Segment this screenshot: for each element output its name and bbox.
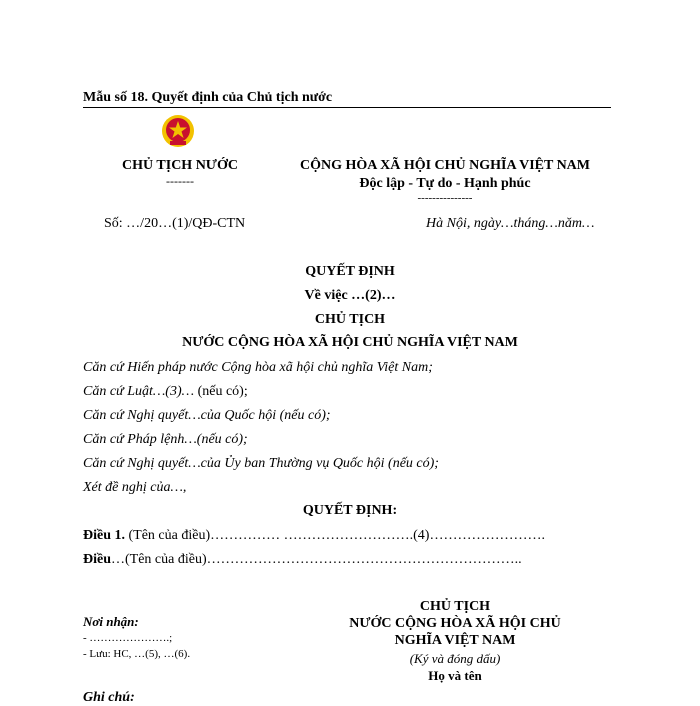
ground-text: Căn cứ Nghị quyết…của Quốc hội (nếu có); — [83, 408, 331, 423]
national-emblem-icon — [161, 114, 195, 148]
ground-text: Xét đề nghị của…, — [83, 480, 187, 495]
ground-text: Căn cứ Hiến pháp nước Cộng hòa xã hội chủ nghĩa Việt Nam; — [83, 360, 433, 375]
article-label: Điều 1. — [83, 528, 125, 543]
document-number: Số: …/20…(1)/QĐ-CTN — [104, 216, 246, 231]
article-label: Điều — [83, 552, 111, 567]
article-text: (Tên của điều)…………… ……………………….(4)……………………. — [125, 528, 545, 543]
ground-line — [83, 432, 248, 448]
document-type: QUYẾT ĐỊNH — [305, 264, 395, 279]
title-underline — [83, 107, 611, 108]
signer-name: Họ và tên — [428, 668, 482, 683]
document-subject: Về việc …(2)… — [304, 288, 396, 303]
ground-line — [83, 456, 439, 472]
national-motto: Độc lập - Tự do - Hạnh phúc — [359, 176, 531, 191]
ground-line — [83, 480, 186, 496]
footnote-title: Ghi chú: — [83, 690, 135, 705]
ground-text: Căn cứ Pháp lệnh…(nếu có); — [83, 432, 248, 447]
signature-note: (Ký và đóng dấu) — [409, 651, 501, 666]
signature-title: CHỦ TỊCH — [419, 599, 491, 614]
form-title: Mẫu số 18. Quyết định của Chủ tịch nước — [83, 90, 333, 105]
recipient-item: - Lưu: HC, …(5), …(6). — [83, 648, 191, 660]
place-date: Hà Nội, ngày…tháng…năm… — [426, 216, 595, 231]
ground-line — [83, 408, 331, 424]
authority-full-title: NƯỚC CỘNG HÒA XÃ HỘI CHỦ NGHĨA VIỆT NAM — [182, 335, 518, 350]
ground-line — [83, 360, 433, 376]
signature-title-line3: NGHĨA VIỆT NAM — [394, 633, 516, 648]
motto-dash: --------------- — [417, 192, 473, 204]
article-line — [83, 552, 522, 568]
ground-text: Căn cứ Luật…(3)… — [83, 384, 195, 399]
article-line — [83, 528, 545, 544]
ground-text: Căn cứ Nghị quyết…của Ủy ban Thường vụ Quốc hội (nếu có); — [83, 456, 439, 471]
national-title: CỘNG HÒA XÃ HỘI CHỦ NGHĨA VIỆT NAM — [299, 158, 590, 173]
recipient-item: - ………………….; — [83, 632, 173, 644]
ground-line — [83, 384, 248, 400]
decides-heading: QUYẾT ĐỊNH: — [302, 503, 398, 518]
issuer-name: CHỦ TỊCH NƯỚC — [122, 158, 238, 173]
recipients-title: Nơi nhận: — [83, 614, 139, 629]
article-text: …(Tên của điều)………………………………………………………….. — [111, 552, 522, 567]
ground-suffix: (nếu có); — [194, 384, 248, 399]
authority-title: CHỦ TỊCH — [314, 312, 386, 327]
signature-title-line2: NƯỚC CỘNG HÒA XÃ HỘI CHỦ — [349, 616, 561, 631]
issuer-dash: ------- — [166, 174, 194, 188]
